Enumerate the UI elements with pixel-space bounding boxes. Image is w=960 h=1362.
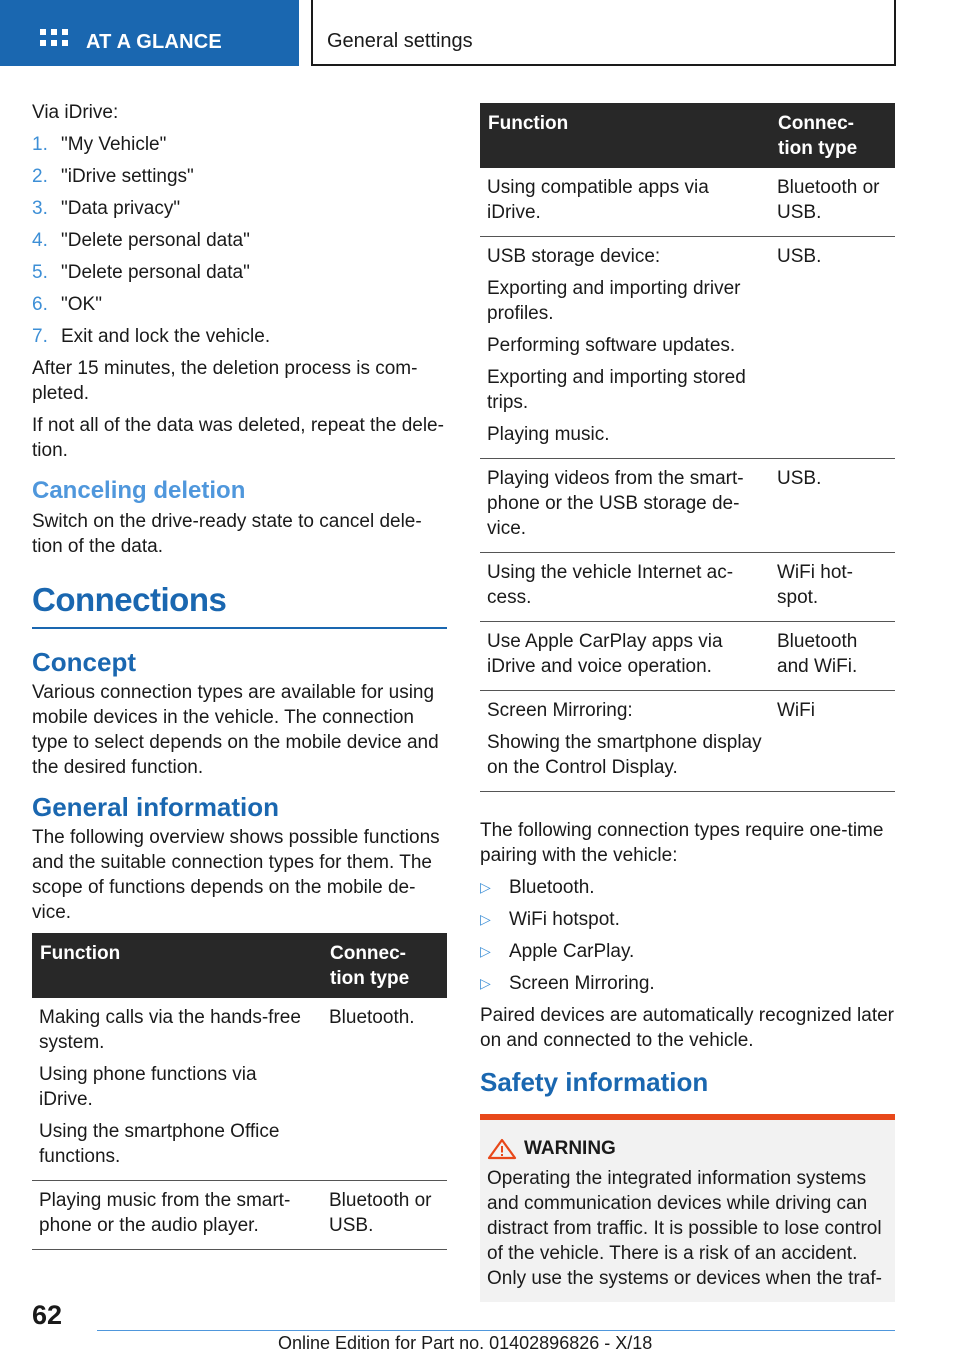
column-header-function: Function <box>32 933 322 998</box>
steps-list <box>32 132 447 349</box>
cell-line: Using phone functions via iDrive. <box>39 1064 257 1110</box>
column-header-connection-type: Connec-tion type <box>322 933 447 998</box>
footer-edition-text: Online Edition for Part no. 01402896826 - X/18 <box>278 1333 653 1353</box>
connection-cell: WiFi hot-spot. <box>770 553 895 622</box>
list-item <box>480 875 895 900</box>
paired-devices-text: Paired devices are automatically recognized later on and connected to the vehicle. <box>480 1005 894 1051</box>
warning-box <box>480 1114 895 1302</box>
triangle-bullet-icon: ▷ <box>480 943 491 959</box>
section-tab-at-a-glance[interactable] <box>0 0 299 66</box>
cell-line: Playing music. <box>487 424 610 445</box>
step-number: 3. <box>32 198 48 219</box>
concept-heading: Concept <box>32 647 136 677</box>
cell-line: Playing videos from the smart-phone or the USB storage de-vice. <box>487 468 744 539</box>
page-title: General settings <box>327 30 473 52</box>
table-row <box>480 459 895 553</box>
column-header-connection-type: Connec-tion type <box>770 103 895 168</box>
list-item <box>32 228 447 253</box>
warning-label: WARNING <box>524 1138 616 1159</box>
step-text: "Delete personal data" <box>61 230 250 251</box>
list-item-text: Bluetooth. <box>509 877 595 898</box>
function-cell <box>480 459 770 553</box>
canceling-deletion-text: Switch on the drive-ready state to cancel dele-tion of the data. <box>32 511 422 557</box>
function-cell <box>480 622 770 691</box>
connection-cell: Bluetooth. <box>322 998 447 1181</box>
list-item <box>480 939 895 964</box>
function-cell <box>480 237 770 459</box>
function-cell <box>480 691 770 792</box>
list-item <box>32 164 447 189</box>
step-text: "iDrive settings" <box>61 166 194 187</box>
warning-triangle-icon <box>487 1138 517 1160</box>
header-title-box <box>311 0 896 66</box>
connection-cell: Bluetooth or USB. <box>770 168 895 237</box>
footer-divider <box>97 1330 895 1331</box>
step-text: Exit and lock the vehicle. <box>61 326 271 347</box>
step-number: 6. <box>32 294 48 315</box>
list-item-text: Screen Mirroring. <box>509 973 655 994</box>
functions-table-left <box>32 933 447 1250</box>
general-information-heading: General information <box>32 792 280 822</box>
pairing-list <box>480 875 895 996</box>
cell-line: Showing the smartphone display on the Control Display. <box>487 732 762 778</box>
table-row <box>32 1181 447 1250</box>
cell-line: USB storage device: <box>487 246 661 267</box>
cell-line: Use Apple CarPlay apps via iDrive and voice operation. <box>487 631 723 677</box>
step-number: 2. <box>32 166 48 187</box>
connection-cell: Bluetooth and WiFi. <box>770 622 895 691</box>
triangle-bullet-icon: ▷ <box>480 975 491 991</box>
list-item <box>32 292 447 317</box>
safety-information-heading: Safety information <box>480 1067 709 1097</box>
repeat-deletion-text: If not all of the data was deleted, repeat the dele-tion. <box>32 415 444 461</box>
cell-line: Screen Mirroring: <box>487 700 633 721</box>
step-number: 1. <box>32 134 48 155</box>
step-text: "Delete personal data" <box>61 262 250 283</box>
cell-line: Using the smartphone Office functions. <box>39 1121 280 1167</box>
table-row <box>480 553 895 622</box>
function-cell <box>480 168 770 237</box>
list-item <box>32 324 447 349</box>
connections-heading: Connections <box>32 581 447 629</box>
cell-line: Using the vehicle Internet ac-cess. <box>487 562 734 608</box>
table-header-row <box>480 103 895 168</box>
cell-line: Making calls via the hands-free system. <box>39 1007 301 1053</box>
table-row <box>480 622 895 691</box>
triangle-bullet-icon: ▷ <box>480 911 491 927</box>
step-number: 7. <box>32 326 48 347</box>
function-cell <box>32 1181 322 1250</box>
connection-cell: USB. <box>770 459 895 553</box>
triangle-bullet-icon: ▷ <box>480 879 491 895</box>
column-header-function: Function <box>480 103 770 168</box>
concept-text: Various connection types are available for using mobile devices in the vehicle. The connection type to select depends on the mobile device and the desired function. <box>32 682 439 778</box>
section-tab-label: AT A GLANCE <box>86 31 222 53</box>
step-text: "OK" <box>61 294 102 315</box>
grid-icon <box>40 29 68 53</box>
general-information-text: The following overview shows possible functions and the suitable connection types for them. The scope of functions depends on the mobile de-vice. <box>32 827 440 923</box>
table-header-row <box>32 933 447 998</box>
function-cell <box>480 553 770 622</box>
page-header <box>0 0 960 66</box>
canceling-deletion-heading: Canceling deletion <box>32 477 246 504</box>
via-idrive-label: Via iDrive: <box>32 102 119 123</box>
left-column <box>32 100 447 1250</box>
step-number: 5. <box>32 262 48 283</box>
right-column <box>480 103 895 1302</box>
connection-cell: Bluetooth or USB. <box>322 1181 447 1250</box>
page-number: 62 <box>32 1300 63 1330</box>
list-item <box>480 907 895 932</box>
warning-header <box>487 1138 887 1160</box>
connection-cell: WiFi <box>770 691 895 792</box>
step-number: 4. <box>32 230 48 251</box>
step-text: "Data privacy" <box>61 198 181 219</box>
step-text: "My Vehicle" <box>61 134 167 155</box>
list-item <box>480 971 895 996</box>
after-deletion-text: After 15 minutes, the deletion process is com-pleted. <box>32 358 418 404</box>
function-cell <box>32 998 322 1181</box>
cell-line: Playing music from the smart-phone or the audio player. <box>39 1190 291 1236</box>
cell-line: Exporting and importing driver profiles. <box>487 278 741 324</box>
cell-line: Using compatible apps via iDrive. <box>487 177 709 223</box>
cell-line: Performing software updates. <box>487 335 736 356</box>
list-item-text: WiFi hotspot. <box>509 909 620 930</box>
list-item <box>32 132 447 157</box>
table-row <box>480 168 895 237</box>
pairing-text: The following connection types require one-time pairing with the vehicle: <box>480 820 884 866</box>
warning-text: Operating the integrated information systems and communication devices while driving can distract from traffic. It is possible to lose control of the vehicle. There is a risk of an accident. Only use the systems or devices when the traf- <box>487 1168 882 1289</box>
connection-cell: USB. <box>770 237 895 459</box>
list-item <box>32 260 447 285</box>
table-row <box>480 691 895 792</box>
list-item-text: Apple CarPlay. <box>509 941 635 962</box>
list-item <box>32 196 447 221</box>
table-row <box>480 237 895 459</box>
cell-line: Exporting and importing stored trips. <box>487 367 746 413</box>
table-row <box>32 998 447 1181</box>
functions-table-right <box>480 103 895 792</box>
